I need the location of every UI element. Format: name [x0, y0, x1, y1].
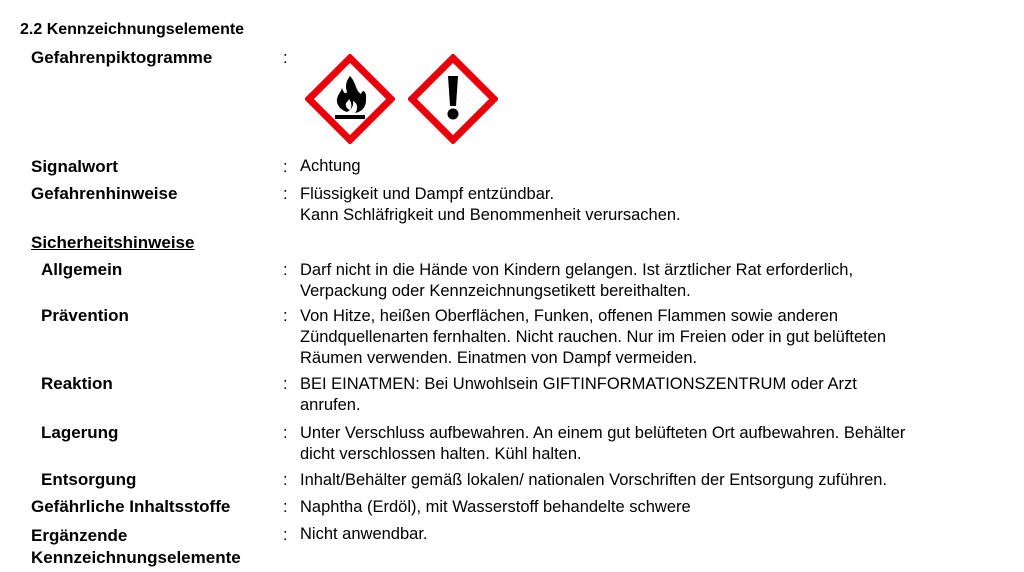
supplemental-value: Nicht anwendbar.	[300, 525, 428, 543]
prevention-colon: :	[283, 307, 288, 325]
prevention-line: Zündquellenarten fernhalten. Nicht rauchen. Nur im Freien oder in gut belüfteten	[300, 328, 887, 346]
general-label: Allgemein	[41, 260, 123, 279]
response-text	[300, 374, 857, 416]
storage-line: Unter Verschluss aufbewahren. An einem gut belüfteten Ort aufbewahren. Behälter	[300, 424, 906, 442]
supplemental-label-line: Kennzeichnungselemente	[31, 548, 241, 567]
response-label: Reaktion	[41, 374, 113, 393]
pictograms-colon: :	[283, 49, 288, 67]
hazard-statement-line: Kann Schläfrigkeit und Benommenheit verursachen.	[300, 206, 681, 224]
precautionary-heading: Sicherheitshinweise	[31, 233, 195, 252]
hazardous-components-value: Naphtha (Erdöl), mit Wasserstoff behandelte schwere	[300, 498, 691, 516]
exclamation-pictogram	[408, 54, 498, 144]
signal-word-colon: :	[283, 158, 288, 176]
storage-colon: :	[283, 424, 288, 442]
signal-word-label: Signalwort	[31, 157, 118, 176]
hazard-statement-line: Flüssigkeit und Dampf entzündbar.	[300, 185, 555, 203]
response-line: BEI EINATMEN: Bei Unwohlsein GIFTINFORMATIONSZENTRUM oder Arzt	[300, 375, 857, 393]
general-text	[300, 260, 853, 302]
general-line: Verpackung oder Kennzeichnungsetikett bereithalten.	[300, 282, 691, 300]
hazardous-components-colon: :	[283, 498, 288, 516]
disposal-label: Entsorgung	[41, 470, 137, 489]
prevention-line: Von Hitze, heißen Oberflächen, Funken, offenen Flammen sowie anderen	[300, 307, 839, 325]
disposal-colon: :	[283, 471, 288, 489]
hazard-statements-text	[300, 184, 681, 226]
pictograms-label: Gefahrenpiktogramme	[31, 48, 213, 67]
supplemental-label-line: Ergänzende	[31, 526, 128, 545]
hazard-statements-colon: :	[283, 185, 288, 203]
hazard-statements-label: Gefahrenhinweise	[31, 184, 178, 203]
prevention-text	[300, 306, 886, 369]
general-colon: :	[283, 261, 288, 279]
supplemental-colon: :	[283, 526, 288, 544]
hazardous-components-label: Gefährliche Inhaltsstoffe	[31, 497, 231, 516]
storage-text	[300, 423, 905, 465]
storage-label: Lagerung	[41, 423, 119, 442]
disposal-text: Inhalt/Behälter gemäß lokalen/ nationalen Vorschriften der Entsorgung zuführen.	[300, 471, 888, 489]
section-title: 2.2 Kennzeichnungselemente	[20, 21, 245, 38]
prevention-label: Prävention	[41, 306, 129, 325]
response-line: anrufen.	[300, 396, 361, 414]
prevention-line: Räumen verwenden. Einatmen von Dampf vermeiden.	[300, 349, 698, 367]
flame-pictogram	[305, 54, 395, 144]
general-line: Darf nicht in die Hände von Kindern gelangen. Ist ärztlicher Rat erforderlich,	[300, 261, 854, 279]
storage-line: dicht verschlossen halten. Kühl halten.	[300, 445, 582, 463]
response-colon: :	[283, 375, 288, 393]
signal-word-value: Achtung	[300, 157, 361, 175]
supplemental-label	[31, 525, 241, 569]
